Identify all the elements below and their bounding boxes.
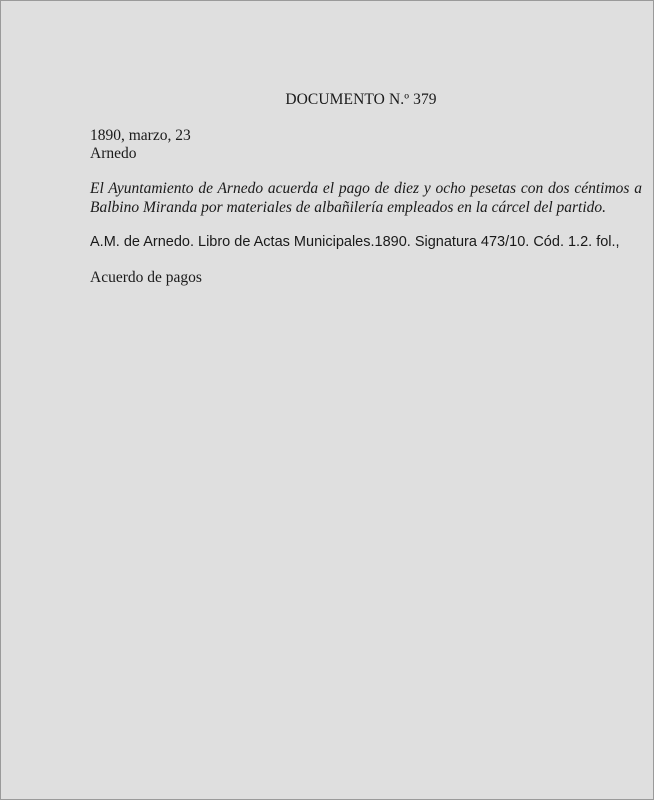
document-source: A.M. de Arnedo. Libro de Actas Municipales.1890. Signatura 473/10. Cód. 1.2. fol., — [90, 234, 620, 250]
document-date: 1890, marzo, 23 — [90, 127, 191, 144]
document-place: Arnedo — [90, 145, 137, 162]
document-title: DOCUMENTO N.º 379 — [285, 91, 437, 108]
document-note: Acuerdo de pagos — [90, 269, 202, 286]
document-summary: El Ayuntamiento de Arnedo acuerda el pago de diez y ocho pesetas con dos céntimos a Balbino Miranda por materiales de albañilería empleados en la cárcel del partido. — [90, 180, 642, 216]
